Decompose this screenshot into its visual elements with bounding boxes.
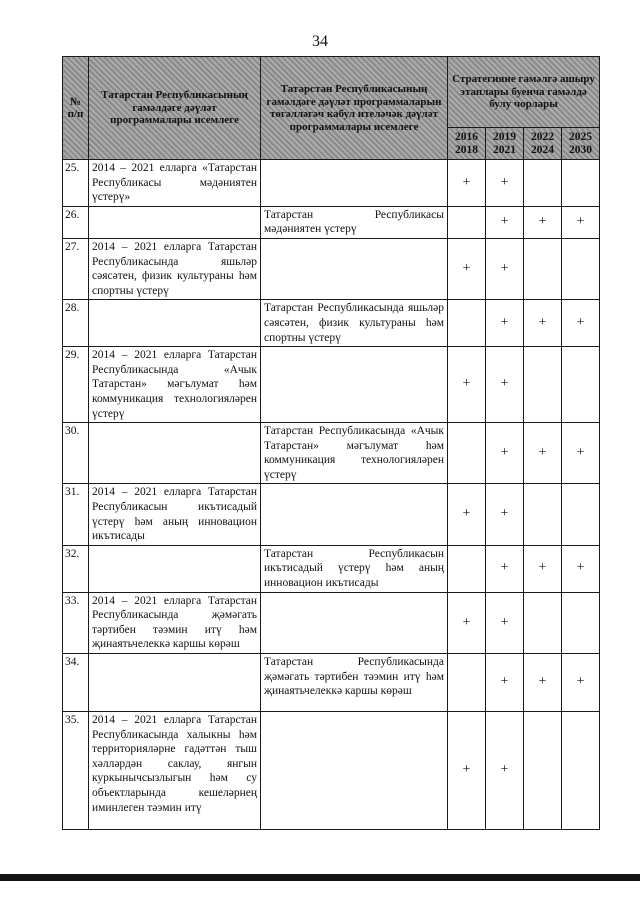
period-mark: + bbox=[486, 484, 524, 545]
row-number: 26. bbox=[63, 206, 89, 238]
period-mark bbox=[448, 654, 486, 712]
period-mark bbox=[448, 545, 486, 592]
table-body bbox=[63, 160, 600, 830]
period-mark bbox=[448, 300, 486, 347]
period-mark: + bbox=[562, 545, 600, 592]
table-row bbox=[63, 160, 600, 207]
period-mark: + bbox=[486, 423, 524, 484]
period-mark: + bbox=[448, 592, 486, 653]
table-header bbox=[63, 57, 600, 160]
period-mark: + bbox=[486, 347, 524, 423]
new-program-name bbox=[261, 160, 448, 207]
current-program-name bbox=[89, 206, 261, 238]
new-program-name: Татарстан Республикасында җәмәгать тәртибен тәэмин итү һәм җинаятьчелеккә каршы көрәш bbox=[261, 654, 448, 712]
period-mark bbox=[524, 160, 562, 207]
table-row bbox=[63, 654, 600, 712]
current-program-name: 2014 – 2021 елларга Татарстан Республикасында халыкны һәм территорияләрне гадәттән тыш хәлләрдән саклау, янгын куркынычсызлыгын һәм су объектларында кешеләрнең иминлеген тәэмин итү bbox=[89, 712, 261, 830]
header-years-2: 2019 2021 bbox=[486, 128, 524, 160]
period-mark: + bbox=[486, 712, 524, 830]
period-mark: + bbox=[524, 654, 562, 712]
period-mark: + bbox=[448, 238, 486, 299]
period-mark: + bbox=[524, 423, 562, 484]
current-program-name bbox=[89, 300, 261, 347]
period-mark bbox=[524, 712, 562, 830]
row-number: 30. bbox=[63, 423, 89, 484]
period-mark bbox=[562, 347, 600, 423]
header-stages: Стратегияне гамәлгә ашыру этаплары буенча гамәлдә булу чорлары bbox=[448, 57, 600, 128]
table-row bbox=[63, 423, 600, 484]
header-years-3: 2022 2024 bbox=[524, 128, 562, 160]
period-mark bbox=[562, 238, 600, 299]
header-years-4: 2025 2030 bbox=[562, 128, 600, 160]
row-number: 32. bbox=[63, 545, 89, 592]
programs-table bbox=[62, 56, 600, 830]
scan-edge-bar bbox=[0, 874, 640, 881]
period-mark: + bbox=[486, 654, 524, 712]
header-new-programs: Татарстан Республикасының гамәлдәге дәүләт программаларын төгәлләгәч кабул ителәчәк дәүләт программалары исемлеге bbox=[261, 57, 448, 160]
header-number: № п/п bbox=[63, 57, 89, 160]
new-program-name: Татарстан Республикасында «Ачык Татарстан» мәгълумат һәм коммуникация технологияләрен үстерү bbox=[261, 423, 448, 484]
period-mark: + bbox=[562, 654, 600, 712]
period-mark bbox=[562, 712, 600, 830]
period-mark: + bbox=[448, 160, 486, 207]
current-program-name: 2014 – 2021 елларга Татарстан Республикасында яшьләр сәясәтен, физик культураны һәм спортны үстерү bbox=[89, 238, 261, 299]
row-number: 25. bbox=[63, 160, 89, 207]
row-number: 31. bbox=[63, 484, 89, 545]
new-program-name: Татарстан Республикасында яшьләр сәясәтен, физик культураны һәм спортны үстерү bbox=[261, 300, 448, 347]
period-mark bbox=[524, 484, 562, 545]
table-row bbox=[63, 206, 600, 238]
header-years-1: 2016 2018 bbox=[448, 128, 486, 160]
table-row bbox=[63, 484, 600, 545]
new-program-name: Татарстан Республикасын икътисадый үстерү һәм аның инновацион икътисады bbox=[261, 545, 448, 592]
new-program-name bbox=[261, 592, 448, 653]
current-program-name: 2014 – 2021 елларга «Татарстан Республикасы мәдәниятен үстерү» bbox=[89, 160, 261, 207]
period-mark bbox=[562, 592, 600, 653]
table-row bbox=[63, 347, 600, 423]
period-mark: + bbox=[486, 592, 524, 653]
row-number: 27. bbox=[63, 238, 89, 299]
period-mark bbox=[524, 347, 562, 423]
new-program-name: Татарстан Республикасы мәдәниятен үстерү bbox=[261, 206, 448, 238]
period-mark: + bbox=[448, 484, 486, 545]
header-current-programs: Татарстан Республикасының гамәлдәге дәүләт программалары исемлеге bbox=[89, 57, 261, 160]
period-mark: + bbox=[562, 300, 600, 347]
period-mark: + bbox=[486, 160, 524, 207]
current-program-name: 2014 – 2021 елларга Татарстан Республикасында «Ачык Татарстан» мәгълумат һәм коммуникация технологияләрен үстерү bbox=[89, 347, 261, 423]
period-mark bbox=[562, 160, 600, 207]
period-mark bbox=[524, 592, 562, 653]
period-mark bbox=[448, 423, 486, 484]
table-row bbox=[63, 712, 600, 830]
current-program-name: 2014 – 2021 елларга Татарстан Республикасын икътисадый үстерү һәм аның инновацион икътисады bbox=[89, 484, 261, 545]
row-number: 35. bbox=[63, 712, 89, 830]
current-program-name: 2014 – 2021 елларга Татарстан Республикасында җәмәгать тәртибен тәэмин итү һәм җинаятьчелеккә каршы көрәш bbox=[89, 592, 261, 653]
current-program-name bbox=[89, 654, 261, 712]
table-row bbox=[63, 592, 600, 653]
table-row bbox=[63, 545, 600, 592]
period-mark: + bbox=[486, 300, 524, 347]
new-program-name bbox=[261, 484, 448, 545]
new-program-name bbox=[261, 712, 448, 830]
current-program-name bbox=[89, 423, 261, 484]
period-mark: + bbox=[524, 300, 562, 347]
new-program-name bbox=[261, 238, 448, 299]
period-mark bbox=[524, 238, 562, 299]
current-program-name bbox=[89, 545, 261, 592]
period-mark: + bbox=[448, 712, 486, 830]
period-mark: + bbox=[448, 347, 486, 423]
period-mark: + bbox=[562, 206, 600, 238]
page-number: 34 bbox=[312, 33, 328, 50]
row-number: 28. bbox=[63, 300, 89, 347]
new-program-name bbox=[261, 347, 448, 423]
period-mark bbox=[448, 206, 486, 238]
period-mark: + bbox=[486, 545, 524, 592]
period-mark: + bbox=[486, 238, 524, 299]
period-mark: + bbox=[524, 545, 562, 592]
row-number: 29. bbox=[63, 347, 89, 423]
table-row bbox=[63, 238, 600, 299]
period-mark bbox=[562, 484, 600, 545]
table-row bbox=[63, 300, 600, 347]
period-mark: + bbox=[524, 206, 562, 238]
row-number: 34. bbox=[63, 654, 89, 712]
period-mark: + bbox=[486, 206, 524, 238]
row-number: 33. bbox=[63, 592, 89, 653]
period-mark: + bbox=[562, 423, 600, 484]
